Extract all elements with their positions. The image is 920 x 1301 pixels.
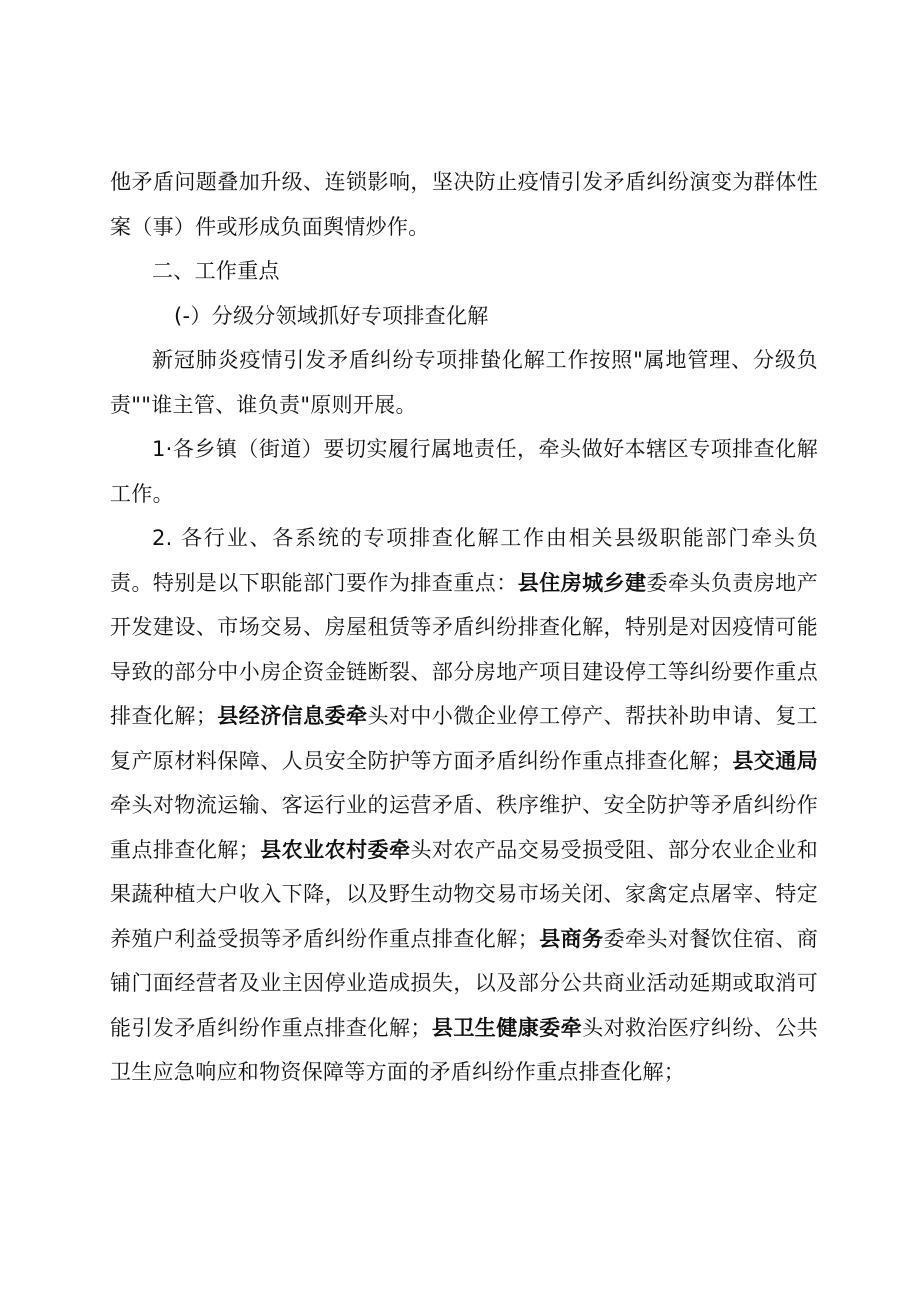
paragraph-principle: 新冠肺炎疫情引发矛盾纠纷专项排蛰化解工作按照"属地管理、分级负责""谁主管、谁负责"原则开展。: [110, 348, 818, 417]
subsection-heading: (-）分级分领域抓好专项排查化解: [174, 303, 489, 328]
item-2-text-6: 委牵头对餐饮住宿、商铺门面经营者及业主因停业造成损失，以及部分公共商业活动延期或取消可能引发矛盾纠纷作重点排查化解；: [110, 926, 819, 1040]
item-2-text-5: 头对农产品交易受损受阻、部分农业企业和果蔬种植大户收入下降，以及野生动物交易市场关闭、家禽定点屠宰、特定养殖户利益受损等矛盾纠纷作重点排查化解；: [110, 837, 818, 951]
paragraph-intro-continuation: 他矛盾问题叠加升级、连锁影响，坚决防止疫情引发矛盾纠纷演变为群体性案（事）件或形成负面舆情炒作。: [110, 170, 818, 239]
item-2-text-1: 2. 各行业、各系统的专项排查化解工作由相关县级职能部门牵头负责。特别是以下职能部门要作为排查重点：: [110, 526, 818, 595]
dept-economy-info: 县经济信息委牵: [217, 704, 368, 728]
section-heading-work-focus: 二、工作重点: [152, 259, 280, 283]
paragraph-item-2: [110, 516, 818, 1095]
item-2-text-3: 头对中小微企业停工停产、帮扶补助申请、复工复产原材料保障、人员安全防护等方面矛盾纠纷作重点排查化解；: [110, 704, 818, 773]
item-2-text-2: 委牵头负责房地产开发建设、市场交易、房屋租赁等矛盾纠纷排查化解，特别是对因疫情可能导致的部分中小房企资金链断裂、部分房地产项目建设停工等纠纷要作重点排查化解；: [110, 570, 818, 728]
item-2-text-7: 头对救治医疗纠纷、公共卫生应急响应和物资保障等方面的矛盾纠纷作重点排查化解；: [110, 1015, 818, 1084]
paragraph-item-1: 1·各乡镇（街道）要切实履行属地责任，牵头做好本辖区专项排查化解工作。: [110, 437, 818, 506]
dept-health: 县卫生健康委牵: [431, 1015, 583, 1040]
dept-agriculture: 县农业农村委牵: [260, 837, 411, 862]
dept-transport: 县交通局: [732, 748, 818, 773]
dept-housing: 县住房城乡建: [517, 570, 647, 595]
dept-commerce: 县商务: [539, 926, 604, 951]
item-2-text-4: 牵头对物流运输、客运行业的运营矛盾、秩序维护、安全防护等矛盾纠纷作重点排查化解；: [110, 793, 818, 862]
document-page: [110, 160, 818, 1095]
